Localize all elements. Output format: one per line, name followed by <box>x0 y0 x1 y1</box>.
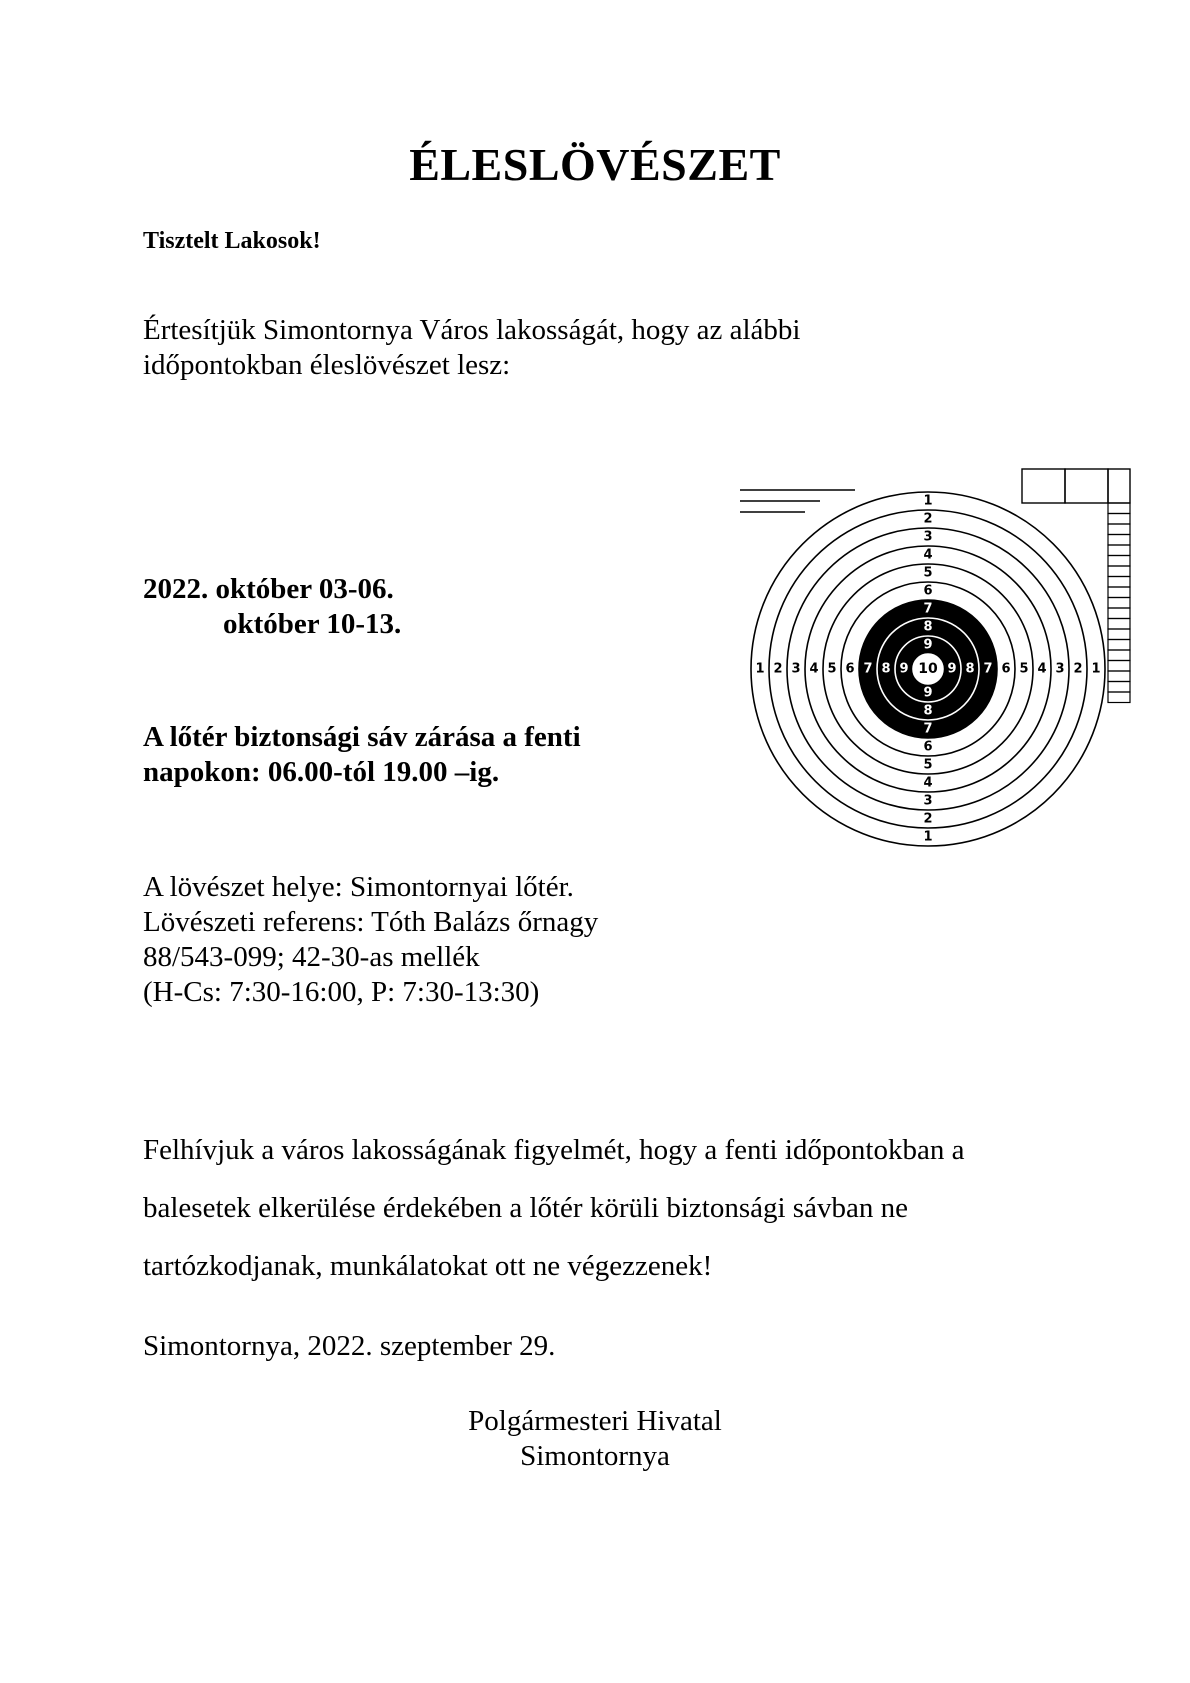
referent-line: Lövészeti referens: Tóth Balázs őrnagy <box>143 906 599 938</box>
ring-number: 9 <box>923 685 933 701</box>
ring-number: 5 <box>827 661 837 677</box>
score-cell <box>1108 619 1130 630</box>
shooting-target-icon <box>733 462 1143 852</box>
closure-line: napokon: 06.00-tól 19.00 –ig. <box>143 756 500 788</box>
closure-notice <box>143 720 581 790</box>
score-cell <box>1108 598 1130 609</box>
signature-office: Polgármesteri Hivatal <box>468 1405 722 1437</box>
date-range-2: október 10-13. <box>223 608 402 640</box>
date-range-1: 2022. október 03-06. <box>143 573 394 605</box>
score-cell <box>1108 566 1130 577</box>
location-line: A lövészet helye: Simontornyai lőtér. <box>143 871 574 903</box>
ring-number: 7 <box>863 661 873 677</box>
closure-line: A lőtér biztonsági sáv zárása a fenti <box>143 721 581 753</box>
ring-number: 8 <box>881 661 891 677</box>
ring-number: 6 <box>923 583 933 599</box>
signature <box>430 1404 760 1474</box>
ring-number: 5 <box>1019 661 1029 677</box>
ring-number: 2 <box>1073 661 1083 677</box>
ring-number: 2 <box>773 661 783 677</box>
score-cell <box>1108 587 1130 598</box>
score-cell <box>1108 503 1130 514</box>
ring-number: 9 <box>947 661 957 677</box>
ring-number: 3 <box>791 661 801 677</box>
score-cell <box>1108 661 1130 672</box>
shooting-dates <box>143 572 401 642</box>
ring-number: 8 <box>965 661 975 677</box>
score-cell <box>1108 629 1130 640</box>
warning-line: balesetek elkerülése érdekében a lőtér körüli biztonsági sávban ne <box>143 1192 908 1224</box>
ring-number: 7 <box>923 721 933 737</box>
ring-number: 4 <box>809 661 819 677</box>
ring-number: 2 <box>923 811 933 827</box>
ring-number: 10 <box>918 661 938 677</box>
score-cell <box>1108 556 1130 567</box>
score-cell <box>1108 545 1130 556</box>
ring-number: 6 <box>923 739 933 755</box>
ring-number: 8 <box>923 619 933 635</box>
intro-line: időpontokban éleslövészet lesz: <box>143 349 511 381</box>
ring-number: 4 <box>923 775 933 791</box>
phone-line: 88/543-099; 42-30-as mellék <box>143 941 480 973</box>
score-cell <box>1108 640 1130 651</box>
score-cell <box>1108 650 1130 661</box>
contact-info <box>143 870 598 1010</box>
score-cell <box>1108 514 1130 525</box>
intro-paragraph <box>143 313 800 383</box>
ring-number: 7 <box>983 661 993 677</box>
ring-number: 5 <box>923 565 933 581</box>
score-cell <box>1108 608 1130 619</box>
warning-line: Felhívjuk a város lakosságának figyelmét, hogy a fenti időpontokban a <box>143 1134 965 1166</box>
ring-number: 4 <box>923 547 933 563</box>
ring-number: 1 <box>923 493 933 509</box>
ring-number: 9 <box>923 637 933 653</box>
ring-number: 1 <box>923 829 933 845</box>
score-cell <box>1108 682 1130 693</box>
document-title: ÉLESLÖVÉSZET <box>409 139 781 190</box>
office-hours-line: (H-Cs: 7:30-16:00, P: 7:30-13:30) <box>143 976 540 1008</box>
ring-number: 1 <box>1091 661 1101 677</box>
ring-number: 3 <box>923 793 933 809</box>
ring-number: 6 <box>1001 661 1011 677</box>
ring-number: 2 <box>923 511 933 527</box>
intro-line: Értesítjük Simontornya Város lakosságát, hogy az alábbi <box>143 314 801 346</box>
greeting: Tisztelt Lakosok! <box>143 228 321 254</box>
ring-number: 8 <box>923 703 933 719</box>
warning-line: tartózkodjanak, munkálatokat ott ne végezzenek! <box>143 1250 713 1282</box>
ring-number: 3 <box>1055 661 1065 677</box>
ring-number: 7 <box>923 601 933 617</box>
ring-number: 9 <box>899 661 909 677</box>
score-cell <box>1108 671 1130 682</box>
ring-number: 4 <box>1037 661 1047 677</box>
score-cell <box>1108 524 1130 535</box>
ring-number: 1 <box>755 661 765 677</box>
score-cell <box>1108 535 1130 546</box>
ring-number: 3 <box>923 529 933 545</box>
ring-number: 6 <box>845 661 855 677</box>
score-cell <box>1108 577 1130 588</box>
dateline: Simontornya, 2022. szeptember 29. <box>143 1330 556 1362</box>
warning-paragraph <box>143 1121 964 1295</box>
score-cell <box>1108 692 1130 703</box>
ring-number: 5 <box>923 757 933 773</box>
signature-town: Simontornya <box>520 1440 670 1472</box>
